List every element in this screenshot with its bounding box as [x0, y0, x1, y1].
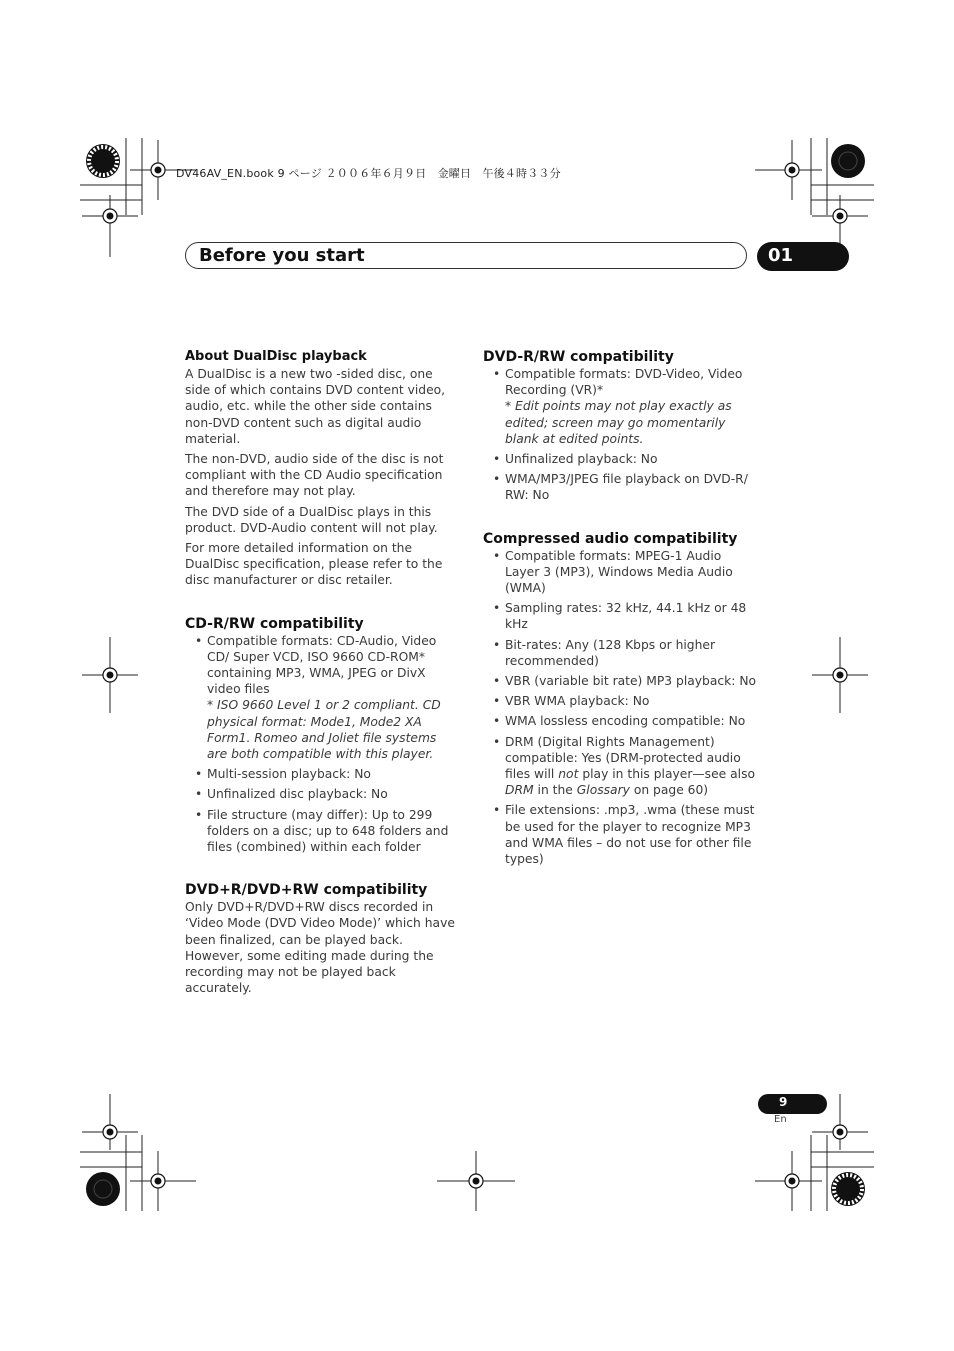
- drm-text-d: on page 60): [629, 783, 709, 798]
- dualdisc-paragraph-4: For more detailed information on the DualDisc specification, please refer to the disc manufacturer or disc retailer.: [185, 541, 443, 588]
- dualdisc-paragraph-2: The non-DVD, audio side of the disc is not compliant with the CD Audio specification and therefore may not play.: [185, 452, 444, 499]
- drm-text-drm: DRM: [505, 783, 534, 798]
- cdrw-heading: CD-R/RW compatibility: [185, 615, 364, 632]
- list-item: • Bit-rates: Any (128 Kbps or higher recommended): [483, 637, 757, 669]
- list-item: • WMA/MP3/JPEG file playback on DVD-R/ RW: No: [483, 471, 757, 503]
- audio-heading: Compressed audio compatibility: [483, 530, 738, 547]
- right-column: [483, 348, 757, 871]
- list-item: [483, 734, 757, 799]
- cdrw-list: [185, 633, 459, 856]
- dvdrw-formats-note: * Edit points may not play exactly as edited; screen may go momentarily blank at edited points.: [505, 399, 732, 446]
- list-item: • Compatible formats: MPEG-1 Audio Layer 3 (MP3), Windows Media Audio (WMA): [483, 548, 757, 597]
- left-column: [185, 348, 459, 1001]
- drm-text-c: in the: [533, 783, 577, 798]
- list-item: • File structure (may differ): Up to 299 folders on a disc; up to 648 folders and files (combined) within each folder: [185, 807, 459, 856]
- list-item: • File extensions: .mp3, .wma (these must be used for the player to recognize MP3 and WMA files – do not use for other file types): [483, 802, 757, 867]
- print-slug: DV46AV_EN.book 9 ページ ２００６年６月９日 金曜日 午後４時３３分: [176, 167, 561, 180]
- list-item: [483, 366, 757, 447]
- list-item: • WMA lossless encoding compatible: No: [483, 713, 757, 729]
- list-item: • VBR WMA playback: No: [483, 693, 757, 709]
- list-item: • Multi-session playback: No: [185, 766, 459, 782]
- dvdplus-heading: DVD+R/DVD+RW compatibility: [185, 882, 428, 899]
- language-label: En: [774, 1114, 787, 1125]
- dvdplus-paragraph: Only DVD+R/DVD+RW discs recorded in ‘Video Mode (DVD Video Mode)’ which have been finalized, can be played back. However, some editing made during the recording may not be played back accurately.: [185, 900, 455, 996]
- list-item: • VBR (variable bit rate) MP3 playback: No: [483, 673, 757, 689]
- audio-list: [483, 548, 757, 868]
- list-item: • Unfinalized playback: No: [483, 451, 757, 467]
- cdrw-formats-note: * ISO 9660 Level 1 or 2 compliant. CD physical format: Mode1, Mode2 XA Form1. Romeo and Joliet file systems are both compatible with this player.: [207, 698, 441, 762]
- chapter-title: Before you start: [199, 245, 365, 266]
- drm-text-glossary: Glossary: [576, 783, 630, 798]
- drm-text-not: not: [558, 767, 579, 782]
- dvdrw-heading: DVD-R/RW compatibility: [483, 349, 674, 365]
- chapter-number: 01: [768, 245, 794, 266]
- dualdisc-heading: About DualDisc playback: [185, 349, 367, 364]
- list-item: [185, 633, 459, 763]
- drm-text-a: DRM (Digital Rights Management) compatible: Yes (DRM-protected audio files will: [505, 734, 741, 782]
- list-item: • Sampling rates: 32 kHz, 44.1 kHz or 48 kHz: [483, 600, 757, 632]
- dvdrw-list: [483, 366, 757, 504]
- dualdisc-paragraph-1: A DualDisc is a new two -sided disc, one side of which contains DVD content video, audio, etc. while the other side contains non-DVD content such as digital audio material.: [185, 367, 446, 446]
- list-item: • Unfinalized disc playback: No: [185, 786, 459, 802]
- dvdrw-formats: Compatible formats: DVD-Video, Video Recording (VR)*: [505, 367, 743, 398]
- page-number: 9: [779, 1095, 788, 1109]
- page-number-badge: [758, 1094, 827, 1114]
- cdrw-formats: Compatible formats: CD-Audio, Video CD/ Super VCD, ISO 9660 CD-ROM* containing MP3, WMA, JPEG or DivX video files: [207, 633, 437, 697]
- drm-text-b: play in this player—see also: [578, 767, 756, 782]
- dualdisc-paragraph-3: The DVD side of a DualDisc plays in this product. DVD-Audio content will not play.: [185, 504, 438, 535]
